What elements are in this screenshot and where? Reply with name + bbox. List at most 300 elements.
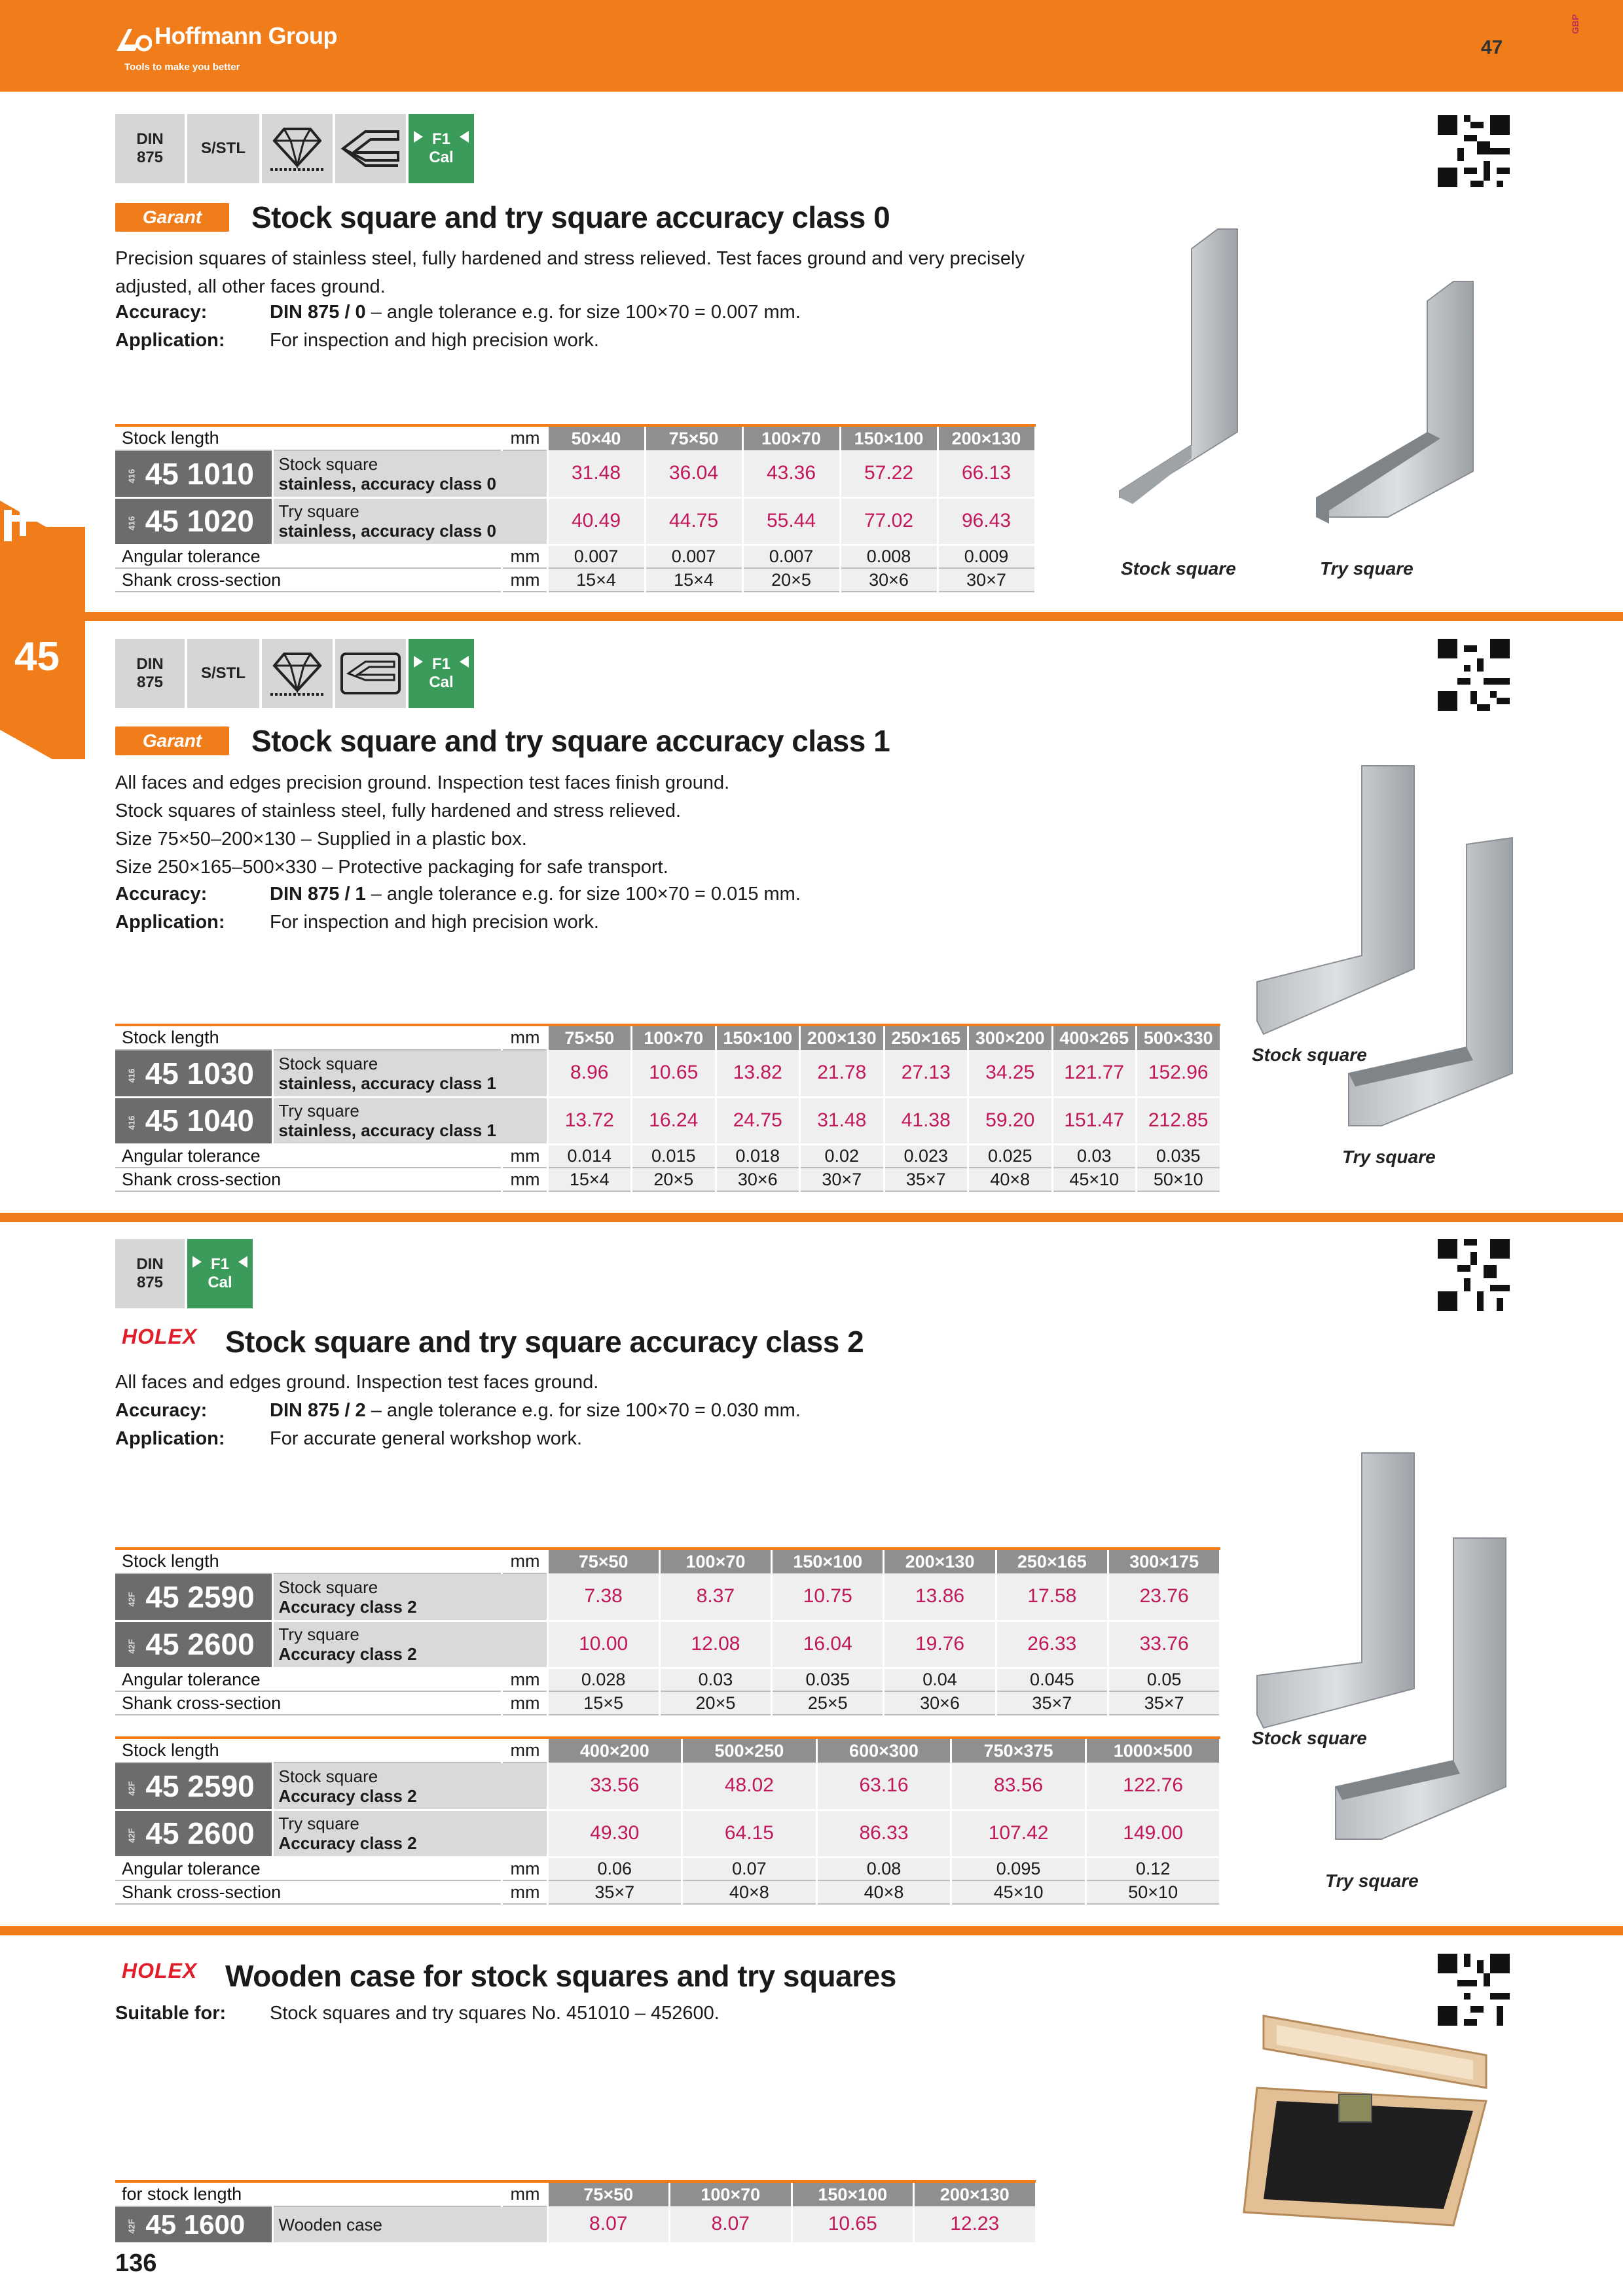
price-cell[interactable]: 13.82 [716,1050,800,1097]
value-cell: 35×7 [884,1168,968,1191]
section-separator [0,1213,1623,1222]
article-name-line1: Try square [278,1101,359,1121]
article-number-text: 45 1010 [145,456,254,491]
value-cell: 40×8 [682,1880,817,1904]
section-separator [0,1926,1623,1935]
arrow-left-icon [238,1256,247,1268]
stock-length-label: Stock length [115,1550,501,1573]
description-line: Stock squares of stainless steel, fully hardened and stress relieved. [115,800,682,821]
value-cell: 0.03 [1052,1144,1137,1168]
price-table-2 [115,1026,1222,1192]
accuracy-text: – angle tolerance e.g. for size 100×70 = 0.030 mm. [365,1400,801,1421]
feature-badges-3 [115,1239,253,1308]
cal-label: Cal [208,1274,232,1291]
value-cell: 35×7 [547,1880,682,1904]
price-cell[interactable]: 10.75 [772,1573,884,1621]
price-cell[interactable]: 27.13 [884,1050,968,1097]
stock-square-image [1250,759,1558,1165]
price-cell[interactable]: 43.36 [742,450,840,497]
cal-grade: F1 [431,655,450,673]
value-cell: 0.04 [884,1668,996,1691]
value-cell: 0.03 [659,1668,771,1691]
price-cell[interactable]: 19.76 [884,1621,996,1668]
article-number-text: 45 2600 [145,1627,255,1661]
value-cell: 30×7 [938,568,1035,592]
price-cell[interactable]: 10.65 [792,2206,914,2243]
table-header-row [115,427,1035,450]
unit-label: mm [501,1668,547,1691]
din-label: DIN [136,655,164,673]
header-bar [0,0,1623,92]
value-cell: 0.025 [968,1144,1053,1168]
table-header-row [115,1739,1220,1763]
price-cell[interactable]: 55.44 [742,497,840,545]
article-number[interactable] [115,450,272,497]
price-cell[interactable]: 26.33 [996,1621,1108,1668]
article-name [272,1621,547,1668]
article-name-line2: Accuracy class 2 [278,1596,417,1617]
article-name [272,497,547,545]
arrow-left-icon [460,656,469,668]
size-header: 300×200 [968,1026,1053,1050]
article-number[interactable] [115,1097,272,1144]
size-header: 75×50 [547,1026,632,1050]
value-cell: 0.08 [816,1857,951,1880]
arrow-left-icon [460,131,469,143]
price-table-3a [115,1550,1221,1715]
price-cell[interactable]: 152.96 [1137,1050,1221,1097]
price-cell[interactable]: 23.76 [1108,1573,1220,1621]
article-number-text: 45 1030 [145,1056,254,1090]
article-code: 416 [126,1115,137,1130]
angular-tolerance-row [115,1857,1220,1880]
square-tool-icon [335,114,406,183]
article-code: 42F [126,1828,137,1844]
table-header-row [115,2183,1036,2206]
price-cell[interactable]: 33.76 [1108,1621,1220,1668]
page-number-top: 47 [1481,37,1503,58]
cal-label: Cal [429,673,454,691]
article-code: 42F [126,1781,137,1796]
price-table-1 [115,427,1036,592]
material-badge: S/STL [187,114,259,183]
price-cell[interactable]: 107.42 [951,1810,1086,1857]
size-header: 100×70 [670,2183,792,2206]
article-number[interactable] [115,1050,272,1097]
article-code: 416 [126,469,137,484]
unit-label: mm [501,1550,547,1573]
qr-code-icon[interactable] [1438,1239,1510,1311]
price-cell[interactable]: 36.04 [645,450,742,497]
shank-row [115,1691,1220,1715]
value-cell: 0.007 [547,545,645,568]
cal-grade: F1 [210,1255,229,1274]
article-number-text: 45 1600 [145,2208,246,2240]
unit-label: mm [501,568,547,592]
price-cell[interactable]: 24.75 [716,1097,800,1144]
chapter-tab[interactable] [0,501,85,759]
hardened-diamond-icon [262,114,333,183]
din-number: 875 [136,149,164,166]
article-code: 42F [126,1639,137,1655]
price-cell[interactable]: 151.47 [1052,1097,1137,1144]
cal-label: Cal [429,149,454,166]
garant-brand-logo: Garant [115,203,229,232]
price-cell[interactable]: 21.78 [800,1050,884,1097]
article-number-text: 45 2590 [145,1579,255,1614]
price-cell[interactable]: 10.65 [632,1050,716,1097]
stock-length-label: Stock length [115,427,501,450]
section-description [115,245,1032,301]
section-title: Wooden case for stock squares and try squares [225,1959,896,1993]
angular-tolerance-row [115,1668,1220,1691]
application-label: Application: [115,330,225,351]
article-number[interactable] [115,1763,272,1810]
article-name [272,1050,547,1097]
din-label: DIN [136,130,164,149]
din-number: 875 [136,1274,164,1291]
table-row[interactable] [115,450,1035,497]
brand-name: Hoffmann Group [155,22,337,49]
article-name-line1: Stock square [278,1053,378,1073]
suitable-text: Stock squares and try squares No. 451010 – 452600. [270,2003,720,2024]
size-header: 750×375 [951,1739,1086,1763]
article-name-line2: stainless, accuracy class 0 [278,473,496,493]
unit-label: mm [501,1168,547,1191]
square-case-icon [335,639,406,708]
description-line: All faces and edges ground. Inspection test faces ground. [115,1372,599,1393]
angular-tolerance-label: Angular tolerance [115,1144,501,1168]
shank-label: Shank cross-section [115,1880,501,1904]
brand-tagline: Tools to make you better [124,62,240,73]
price-cell[interactable]: 66.13 [938,450,1035,497]
article-name-line1: Try square [278,1624,359,1644]
value-cell: 0.008 [840,545,938,568]
article-name-line2: stainless, accuracy class 1 [278,1073,496,1093]
wooden-case-image [1237,1996,1512,2251]
price-cell[interactable]: 16.24 [632,1097,716,1144]
angular-tolerance-row [115,1144,1220,1168]
size-header: 500×250 [682,1739,817,1763]
article-name-line2: stainless, accuracy class 1 [278,1121,496,1140]
value-cell: 0.035 [772,1668,884,1691]
caption-stock-square: Stock square [1252,1728,1367,1748]
value-cell: 0.045 [996,1668,1108,1691]
value-cell: 0.007 [645,545,742,568]
din-badge [115,1239,185,1308]
value-cell: 30×6 [840,568,938,592]
price-cell[interactable]: 59.20 [968,1097,1053,1144]
price-cell[interactable]: 31.48 [800,1097,884,1144]
article-code: 42F [126,2219,137,2234]
din-badge [115,639,185,708]
value-cell: 25×5 [772,1691,884,1715]
price-cell[interactable]: 149.00 [1085,1810,1220,1857]
accuracy-spec [115,298,801,327]
article-name-line1: Stock square [278,1577,378,1597]
size-header: 500×330 [1137,1026,1221,1050]
article-name-line1: Stock square [278,1766,378,1786]
article-name-line1: Wooden case [278,2214,383,2234]
description-line: Size 75×50–200×130 – Supplied in a plastic box. [115,829,527,850]
price-cell[interactable]: 13.72 [547,1097,632,1144]
article-code: 416 [126,516,137,531]
unit-label: mm [501,2183,547,2206]
article-name-line1: Stock square [278,454,378,474]
stock-square-image [1250,1446,1558,1852]
accuracy-standard: DIN 875 / 0 [270,302,366,323]
application-spec [115,1425,582,1453]
value-cell: 0.02 [800,1144,884,1168]
price-cell[interactable]: 96.43 [938,497,1035,545]
article-number[interactable] [115,2206,272,2243]
table-row[interactable] [115,1097,1220,1144]
value-cell: 0.06 [547,1857,682,1880]
value-cell: 0.018 [716,1144,800,1168]
unit-label: mm [501,1026,547,1050]
application-spec [115,327,599,355]
section-description [115,769,1032,882]
size-header: 100×70 [659,1550,771,1573]
angular-tolerance-label: Angular tolerance [115,1668,501,1691]
size-header: 600×300 [816,1739,951,1763]
value-cell: 35×7 [1108,1691,1220,1715]
value-cell: 20×5 [632,1168,716,1191]
application-text: For inspection and high precision work. [270,912,599,933]
article-name-line2: stainless, accuracy class 0 [278,521,496,541]
price-cell[interactable]: 8.07 [547,2206,670,2243]
size-header: 150×100 [792,2183,914,2206]
suitable-label: Suitable for: [115,2003,227,2024]
stock-square-image [1113,223,1519,550]
size-header: 1000×500 [1085,1739,1220,1763]
size-header: 200×130 [884,1550,996,1573]
feature-badges-1 [115,114,474,183]
size-header: 100×70 [742,427,840,450]
din-number: 875 [136,673,164,691]
price-cell[interactable]: 17.58 [996,1573,1108,1621]
price-cell[interactable]: 31.48 [547,450,645,497]
size-header: 300×175 [1108,1550,1220,1573]
application-label: Application: [115,912,225,933]
arrow-right-icon [414,656,423,668]
value-cell: 40×8 [816,1880,951,1904]
value-cell: 15×4 [547,1168,632,1191]
price-cell[interactable]: 7.38 [547,1573,659,1621]
holex-brand-logo: HOLEX [122,1325,198,1348]
unit-label: mm [501,1880,547,1904]
shank-label: Shank cross-section [115,1691,501,1715]
table-row[interactable] [115,1050,1220,1097]
table-row[interactable] [115,1763,1220,1810]
description-line: Precision squares of stainless steel, fully hardened and stress relieved. Test faces ground and very precisely [115,248,1025,269]
price-cell[interactable]: 49.30 [547,1810,682,1857]
size-header: 150×100 [840,427,938,450]
accuracy-text: – angle tolerance e.g. for size 100×70 = 0.015 mm. [365,884,801,905]
caliper-icon [0,501,59,547]
din-label: DIN [136,1255,164,1274]
shank-label: Shank cross-section [115,568,501,592]
accuracy-standard: DIN 875 / 2 [270,1400,366,1421]
calibration-badge [187,1239,253,1308]
price-table-4 [115,2183,1037,2244]
angular-tolerance-row [115,545,1035,568]
price-cell[interactable]: 44.75 [645,497,742,545]
chapter-number: 45 [14,634,60,679]
price-cell[interactable]: 212.85 [1137,1097,1221,1144]
table-row[interactable] [115,1621,1220,1668]
page-number-bottom: 136 [115,2250,157,2277]
material-badge: S/STL [187,639,259,708]
size-header: 250×165 [996,1550,1108,1573]
article-number-text: 45 2600 [145,1816,255,1850]
description-line: All faces and edges precision ground. Inspection test faces finish ground. [115,772,730,793]
article-number[interactable] [115,1573,272,1621]
article-number[interactable] [115,497,272,545]
price-cell[interactable]: 12.08 [659,1621,771,1668]
section-separator [0,612,1623,621]
article-name [272,1763,547,1810]
article-name [272,450,547,497]
price-cell[interactable]: 8.07 [670,2206,792,2243]
price-cell[interactable]: 77.02 [840,497,938,545]
caption-stock-square: Stock square [1252,1045,1367,1065]
unit-label: mm [501,545,547,568]
arrow-right-icon [414,131,423,143]
caption-try-square: Try square [1325,1871,1419,1891]
shank-row [115,1168,1220,1191]
value-cell: 0.095 [951,1857,1086,1880]
price-cell[interactable]: 40.49 [547,497,645,545]
unit-label: mm [501,1739,547,1763]
accuracy-label: Accuracy: [115,1400,208,1421]
stock-length-label: for stock length [115,2183,501,2206]
size-header: 75×50 [547,1550,659,1573]
table-row[interactable] [115,1810,1220,1857]
stock-length-label: Stock length [115,1026,501,1050]
value-cell: 0.009 [938,545,1035,568]
table-row[interactable] [115,497,1035,545]
size-header: 75×50 [645,427,742,450]
value-cell: 0.007 [742,545,840,568]
article-number-text: 45 1040 [145,1103,254,1138]
size-header: 50×40 [547,427,645,450]
section-title: Stock square and try square accuracy class 1 [251,724,890,758]
price-cell[interactable]: 34.25 [968,1050,1053,1097]
section-description [115,1369,1032,1397]
price-cell[interactable]: 64.15 [682,1810,817,1857]
accuracy-label: Accuracy: [115,884,208,905]
calibration-badge [409,639,474,708]
qr-code-icon[interactable] [1438,639,1510,711]
article-name-line1: Try square [278,501,359,521]
angular-tolerance-label: Angular tolerance [115,1857,501,1880]
article-number[interactable] [115,1810,272,1857]
unit-label: mm [501,427,547,450]
section-title: Stock square and try square accuracy class 0 [251,200,890,234]
price-cell[interactable]: 83.56 [951,1763,1086,1810]
price-cell[interactable]: 8.96 [547,1050,632,1097]
qr-code-icon[interactable] [1438,115,1510,187]
article-name [272,1097,547,1144]
size-header: 150×100 [772,1550,884,1573]
value-cell: 0.07 [682,1857,817,1880]
value-cell: 15×4 [645,568,742,592]
price-cell[interactable]: 57.22 [840,450,938,497]
caption-stock-square: Stock square [1121,558,1236,579]
value-cell: 15×4 [547,568,645,592]
garant-brand-logo: Garant [115,726,229,755]
price-cell[interactable]: 13.86 [884,1573,996,1621]
article-name-line2: Accuracy class 2 [278,1644,417,1664]
value-cell: 20×5 [742,568,840,592]
article-code: 416 [126,1068,137,1083]
article-name-line2: Accuracy class 2 [278,1785,417,1806]
price-table-3b [115,1739,1221,1905]
price-cell[interactable]: 41.38 [884,1097,968,1144]
unit-label: mm [501,1857,547,1880]
price-cell[interactable]: 122.76 [1085,1763,1220,1810]
price-cell[interactable]: 121.77 [1052,1050,1137,1097]
size-header: 400×265 [1052,1026,1137,1050]
value-cell: 30×6 [716,1168,800,1191]
price-cell[interactable]: 8.37 [659,1573,771,1621]
price-cell[interactable]: 33.56 [547,1763,682,1810]
table-header-row [115,1550,1220,1573]
application-text: For accurate general workshop work. [270,1428,583,1449]
value-cell: 30×6 [884,1691,996,1715]
size-header: 200×130 [914,2183,1036,2206]
size-header: 200×130 [800,1026,884,1050]
size-header: 200×130 [938,427,1035,450]
article-name [272,1573,547,1621]
value-cell: 50×10 [1085,1880,1220,1904]
price-cell[interactable]: 48.02 [682,1763,817,1810]
article-code: 42F [126,1592,137,1607]
region-code: GBP [1570,14,1580,34]
article-name [272,2206,547,2243]
price-cell[interactable]: 63.16 [816,1763,951,1810]
description-line: adjusted, all other faces ground. [115,276,386,297]
table-row[interactable] [115,2206,1036,2243]
article-number[interactable] [115,1621,272,1668]
caption-try-square: Try square [1320,558,1413,579]
holex-brand-logo: HOLEX [122,1959,198,1982]
price-cell[interactable]: 12.23 [914,2206,1036,2243]
accuracy-spec [115,1397,801,1425]
application-spec [115,908,599,937]
unit-label: mm [501,1144,547,1168]
price-cell[interactable]: 86.33 [816,1810,951,1857]
accuracy-standard: DIN 875 / 1 [270,884,366,905]
application-text: For inspection and high precision work. [270,330,599,351]
section-title: Stock square and try square accuracy class 2 [225,1325,864,1359]
arrow-right-icon [192,1256,202,1268]
size-header: 75×50 [547,2183,670,2206]
price-cell[interactable]: 16.04 [772,1621,884,1668]
article-name-line1: Try square [278,1814,359,1833]
feature-badges-2 [115,639,474,708]
value-cell: 35×7 [996,1691,1108,1715]
stock-length-label: Stock length [115,1739,501,1763]
table-row[interactable] [115,1573,1220,1621]
value-cell: 30×7 [800,1168,884,1191]
hoffmann-logo-icon [115,25,152,54]
value-cell: 0.015 [632,1144,716,1168]
price-cell[interactable]: 10.00 [547,1621,659,1668]
value-cell: 0.12 [1085,1857,1220,1880]
calibration-badge [409,114,474,183]
